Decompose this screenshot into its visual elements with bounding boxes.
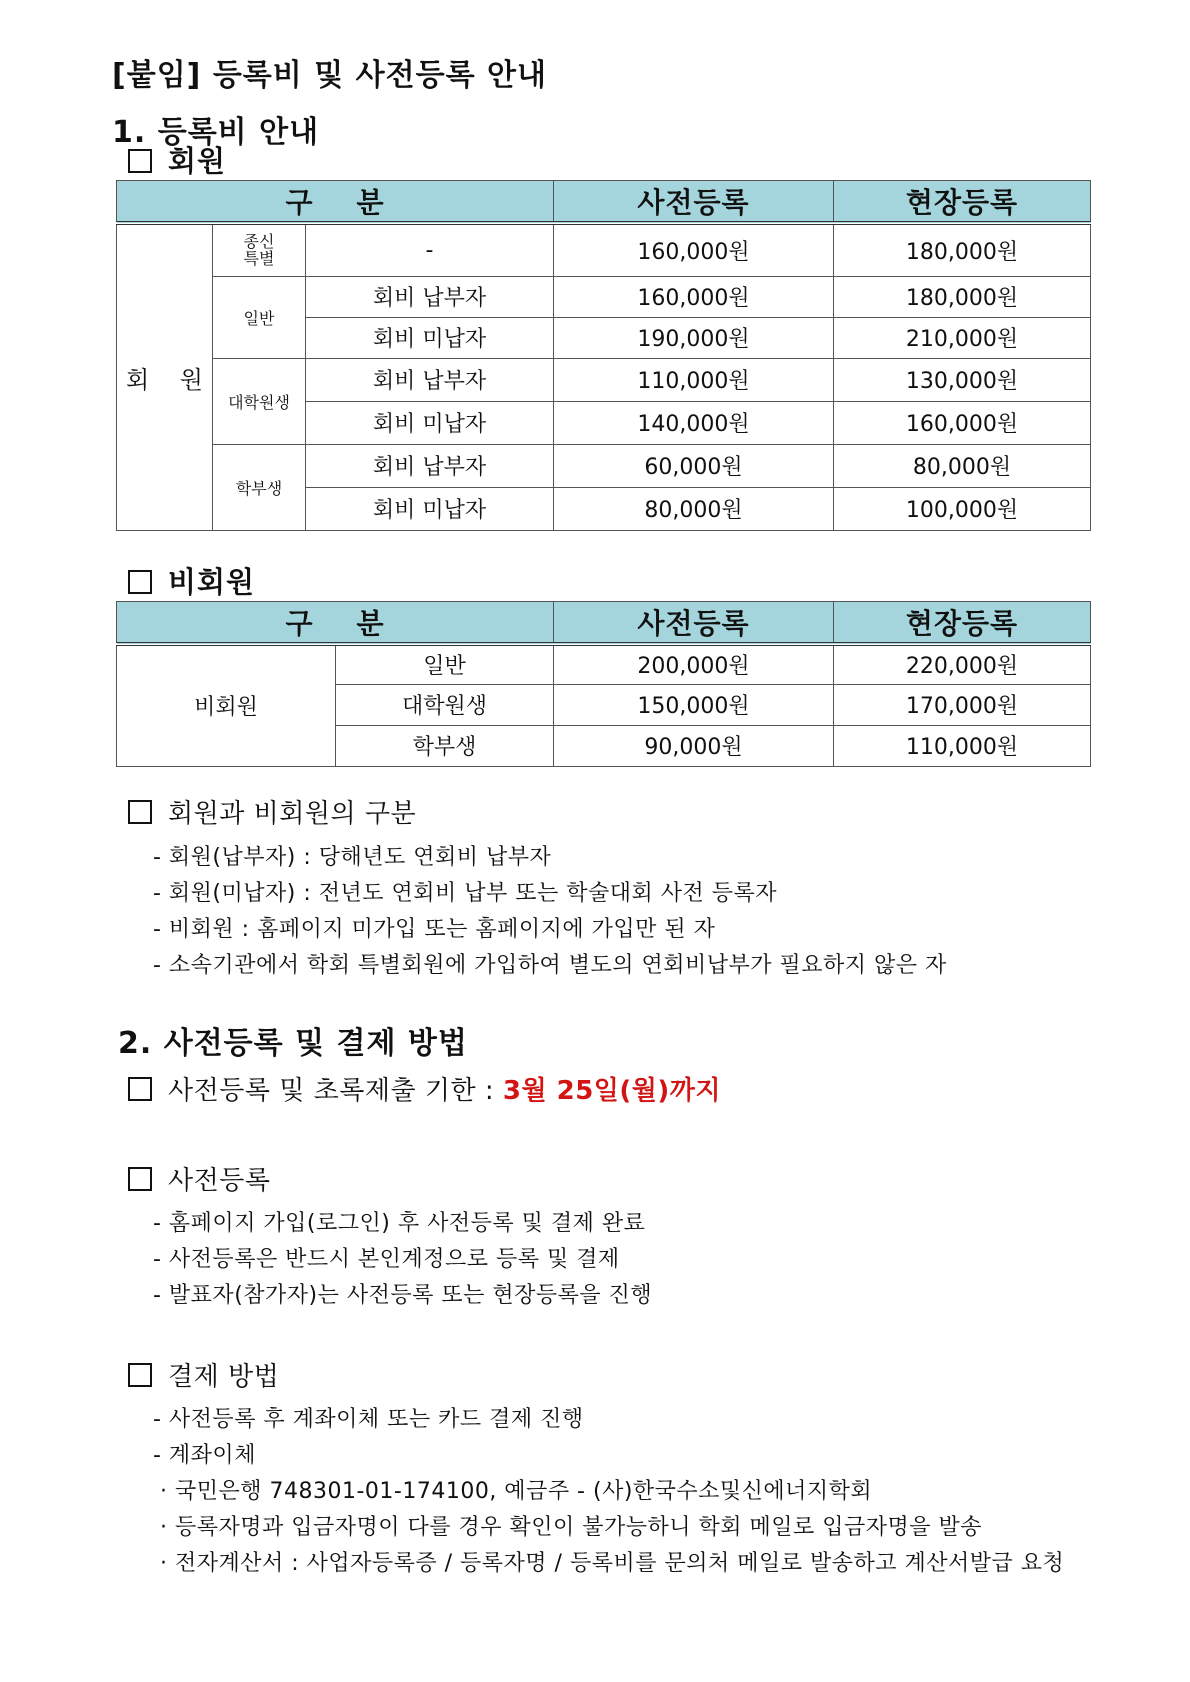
payment-item: - 사전등록 후 계좌이체 또는 카드 결제 진행: [153, 1407, 584, 1432]
payment-heading: [128, 1356, 279, 1393]
table-header-row: [117, 602, 1091, 645]
payment-heading-label: 결제 방법: [168, 1362, 280, 1392]
payment-item: - 계좌이체: [153, 1443, 256, 1468]
type-cell: 학부생: [213, 444, 306, 530]
onsite-cell: 130,000원: [834, 358, 1091, 401]
type-cell: 학부생: [336, 725, 554, 766]
payment-item: · 국민은행 748301-01-174100, 예금주 - (사)한국수소및신에너지학회: [160, 1479, 873, 1504]
onsite-cell: 80,000원: [834, 444, 1091, 487]
nonmember-group-label: 비회원: [117, 644, 336, 766]
table-row: [117, 223, 1091, 276]
prereg-heading-label: 사전등록: [168, 1166, 271, 1196]
onsite-cell: 180,000원: [834, 276, 1091, 317]
type-cell: 일반: [336, 644, 554, 684]
pre-cell: 190,000원: [554, 317, 834, 358]
checkbox-icon: [128, 1077, 152, 1101]
sub-cell: 회비 미납자: [306, 317, 554, 358]
onsite-cell: 100,000원: [834, 487, 1091, 530]
sub-cell: 회비 미납자: [306, 401, 554, 444]
checkbox-icon: [128, 1167, 152, 1191]
pre-cell: 110,000원: [554, 358, 834, 401]
checkbox-icon: [128, 570, 152, 594]
pre-cell: 150,000원: [554, 684, 834, 725]
pre-cell: 90,000원: [554, 725, 834, 766]
header-category: 구 분: [117, 181, 554, 224]
distinction-item: - 회원(납부자) : 당해년도 연회비 납부자: [153, 845, 552, 870]
table-header-row: [117, 181, 1091, 224]
pre-cell: 160,000원: [554, 276, 834, 317]
member-heading: [128, 139, 226, 180]
checkbox-icon: [128, 1363, 152, 1387]
onsite-cell: 160,000원: [834, 401, 1091, 444]
sub-cell: 회비 미납자: [306, 487, 554, 530]
prereg-item: - 발표자(참가자)는 사전등록 또는 현장등록을 진행: [153, 1283, 653, 1308]
type-cell: 일반: [213, 276, 306, 358]
prereg-heading: [128, 1160, 270, 1197]
onsite-cell: 210,000원: [834, 317, 1091, 358]
section1-heading: 1. 등록비 안내: [112, 115, 320, 150]
table-row: [117, 276, 1091, 317]
header-pre: 사전등록: [554, 602, 834, 645]
table-row: [117, 358, 1091, 401]
distinction-heading-label: 회원과 비회원의 구분: [168, 799, 417, 829]
sub-cell: -: [306, 223, 554, 276]
header-pre: 사전등록: [554, 181, 834, 224]
onsite-cell: 170,000원: [834, 684, 1091, 725]
pre-cell: 140,000원: [554, 401, 834, 444]
type-cell: 종신 특별: [213, 223, 306, 276]
onsite-cell: 180,000원: [834, 223, 1091, 276]
onsite-cell: 110,000원: [834, 725, 1091, 766]
member-group-label: 회 원: [117, 223, 213, 530]
prereg-item: - 홈페이지 가입(로그인) 후 사전등록 및 결제 완료: [153, 1211, 646, 1236]
member-heading-label: 회원: [168, 144, 227, 178]
sub-cell: 회비 납부자: [306, 444, 554, 487]
header-category: 구 분: [117, 602, 554, 645]
checkbox-icon: [128, 149, 152, 173]
deadline-line: [128, 1070, 721, 1107]
onsite-cell: 220,000원: [834, 644, 1091, 684]
deadline-value: 3월 25일(월)까지: [502, 1076, 722, 1106]
nonmember-heading-label: 비회원: [168, 565, 256, 599]
pre-cell: 80,000원: [554, 487, 834, 530]
payment-item: · 등록자명과 입금자명이 다를 경우 확인이 불가능하니 학회 메일로 입금자명을 발송: [160, 1515, 982, 1540]
deadline-label: 사전등록 및 초록제출 기한 :: [168, 1076, 503, 1106]
header-onsite: 현장등록: [834, 602, 1091, 645]
table-row: [117, 444, 1091, 487]
type-cell: 대학원생: [213, 358, 306, 444]
distinction-item: - 비회원 : 홈페이지 미가입 또는 홈페이지에 가입만 된 자: [153, 917, 716, 942]
distinction-item: - 회원(미납자) : 전년도 연회비 납부 또는 학술대회 사전 등록자: [153, 881, 778, 906]
pre-cell: 160,000원: [554, 223, 834, 276]
section2-heading: 2. 사전등록 및 결제 방법: [118, 1026, 468, 1061]
checkbox-icon: [128, 800, 152, 824]
sub-cell: 회비 납부자: [306, 276, 554, 317]
nonmember-heading: [128, 560, 255, 601]
nonmember-fee-table: [116, 601, 1091, 767]
member-fee-table: [116, 180, 1091, 531]
type-cell: 대학원생: [336, 684, 554, 725]
pre-cell: 60,000원: [554, 444, 834, 487]
table-row: [117, 644, 1091, 684]
page-title: [붙임] 등록비 및 사전등록 안내: [112, 58, 547, 93]
header-onsite: 현장등록: [834, 181, 1091, 224]
payment-item: · 전자계산서 : 사업자등록증 / 등록자명 / 등록비를 문의처 메일로 발송하고 계산서발급 요청: [160, 1551, 1065, 1576]
distinction-item: - 소속기관에서 학회 특별회원에 가입하여 별도의 연회비납부가 필요하지 않은 자: [153, 953, 947, 978]
prereg-item: - 사전등록은 반드시 본인계정으로 등록 및 결제: [153, 1247, 620, 1272]
distinction-heading: [128, 793, 416, 830]
pre-cell: 200,000원: [554, 644, 834, 684]
sub-cell: 회비 납부자: [306, 358, 554, 401]
